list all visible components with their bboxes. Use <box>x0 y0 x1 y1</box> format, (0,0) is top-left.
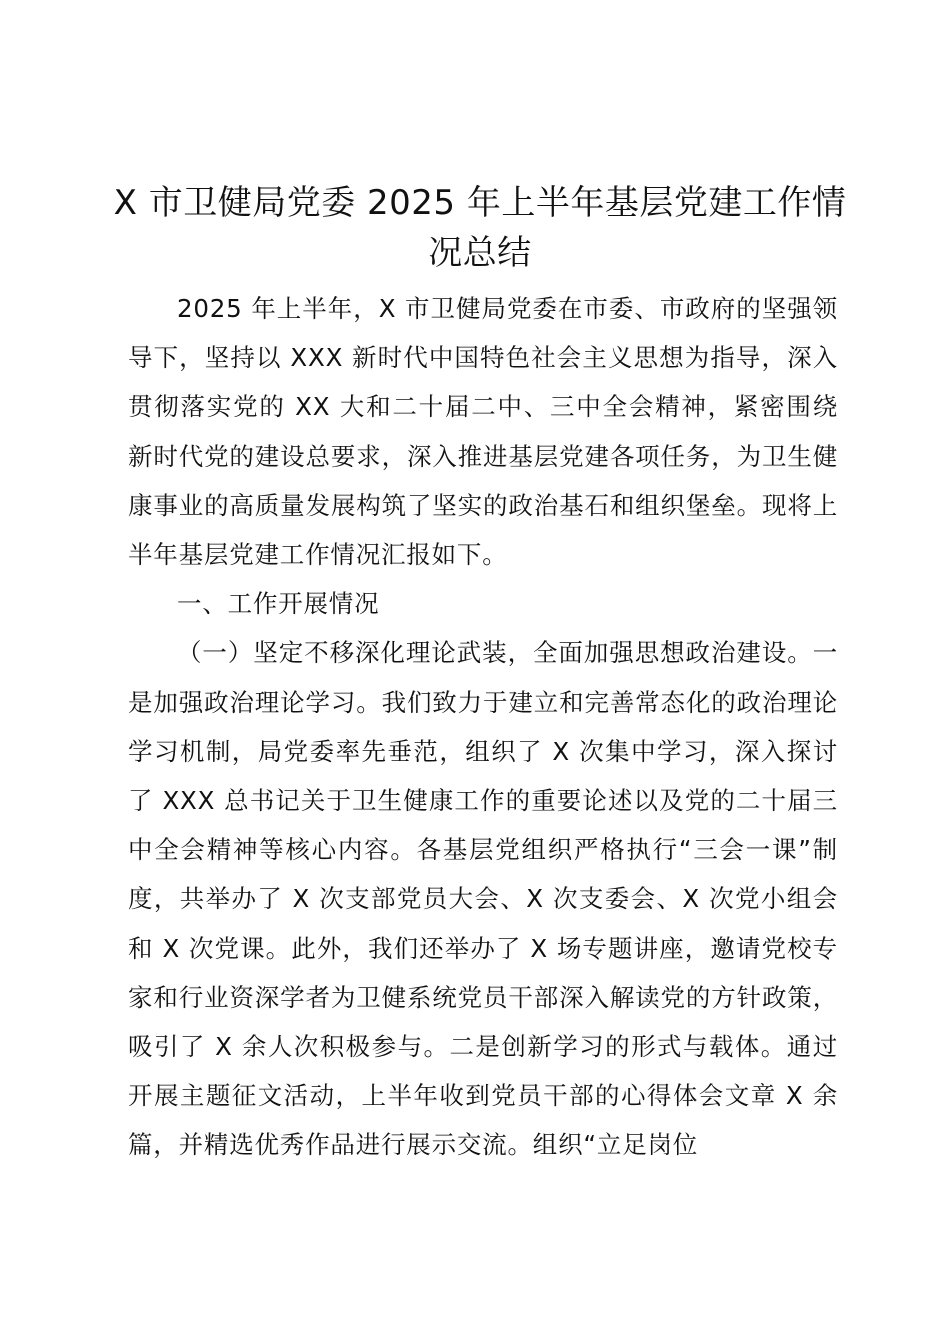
document-body <box>128 284 838 1170</box>
document-title: X 市卫健局党委 2025 年上半年基层党建工作情况总结 <box>113 183 847 273</box>
intro-paragraph: 2025 年上半年，X 市卫健局党委在市委、市政府的坚强领导下，坚持以 XXX 新时代中国特色社会主义思想为指导，深入贯彻落实党的 XX 大和二十届二中、三中全会精神，紧密围绕新时代党的建设总要求，深入推进基层党建各项任务，为卫生健康事业的高质量发展构筑了坚实的政治基石和组织堡垒。现将上半年基层党建工作情况汇报如下。 <box>128 294 838 570</box>
subsection-paragraph: （一）坚定不移深化理论武装，全面加强思想政治建设。一是加强政治理论学习。我们致力于建立和完善常态化的政治理论学习机制，局党委率先垂范，组织了 X 次集中学习，深入探讨了 XXX 总书记关于卫生健康工作的重要论述以及党的二十届三中全会精神等核心内容。各基层党组织严格执行“三会一课”制度，共举办了 X 次支部党员大会、X 次支委会、X 次党小组会和 X 次党课。此外，我们还举办了 X 场专题讲座，邀请党校专家和行业资深学者为卫健系统党员干部深入解读党的方针政策，吸引了 X 余人次积极参与。二是创新学习的形式与载体。通过开展主题征文活动，上半年收到党员干部的心得体会文章 X 余篇，并精选优秀作品进行展示交流。组织“立足岗位 <box>128 638 838 1160</box>
section-heading: 一、工作开展情况 <box>177 589 380 619</box>
